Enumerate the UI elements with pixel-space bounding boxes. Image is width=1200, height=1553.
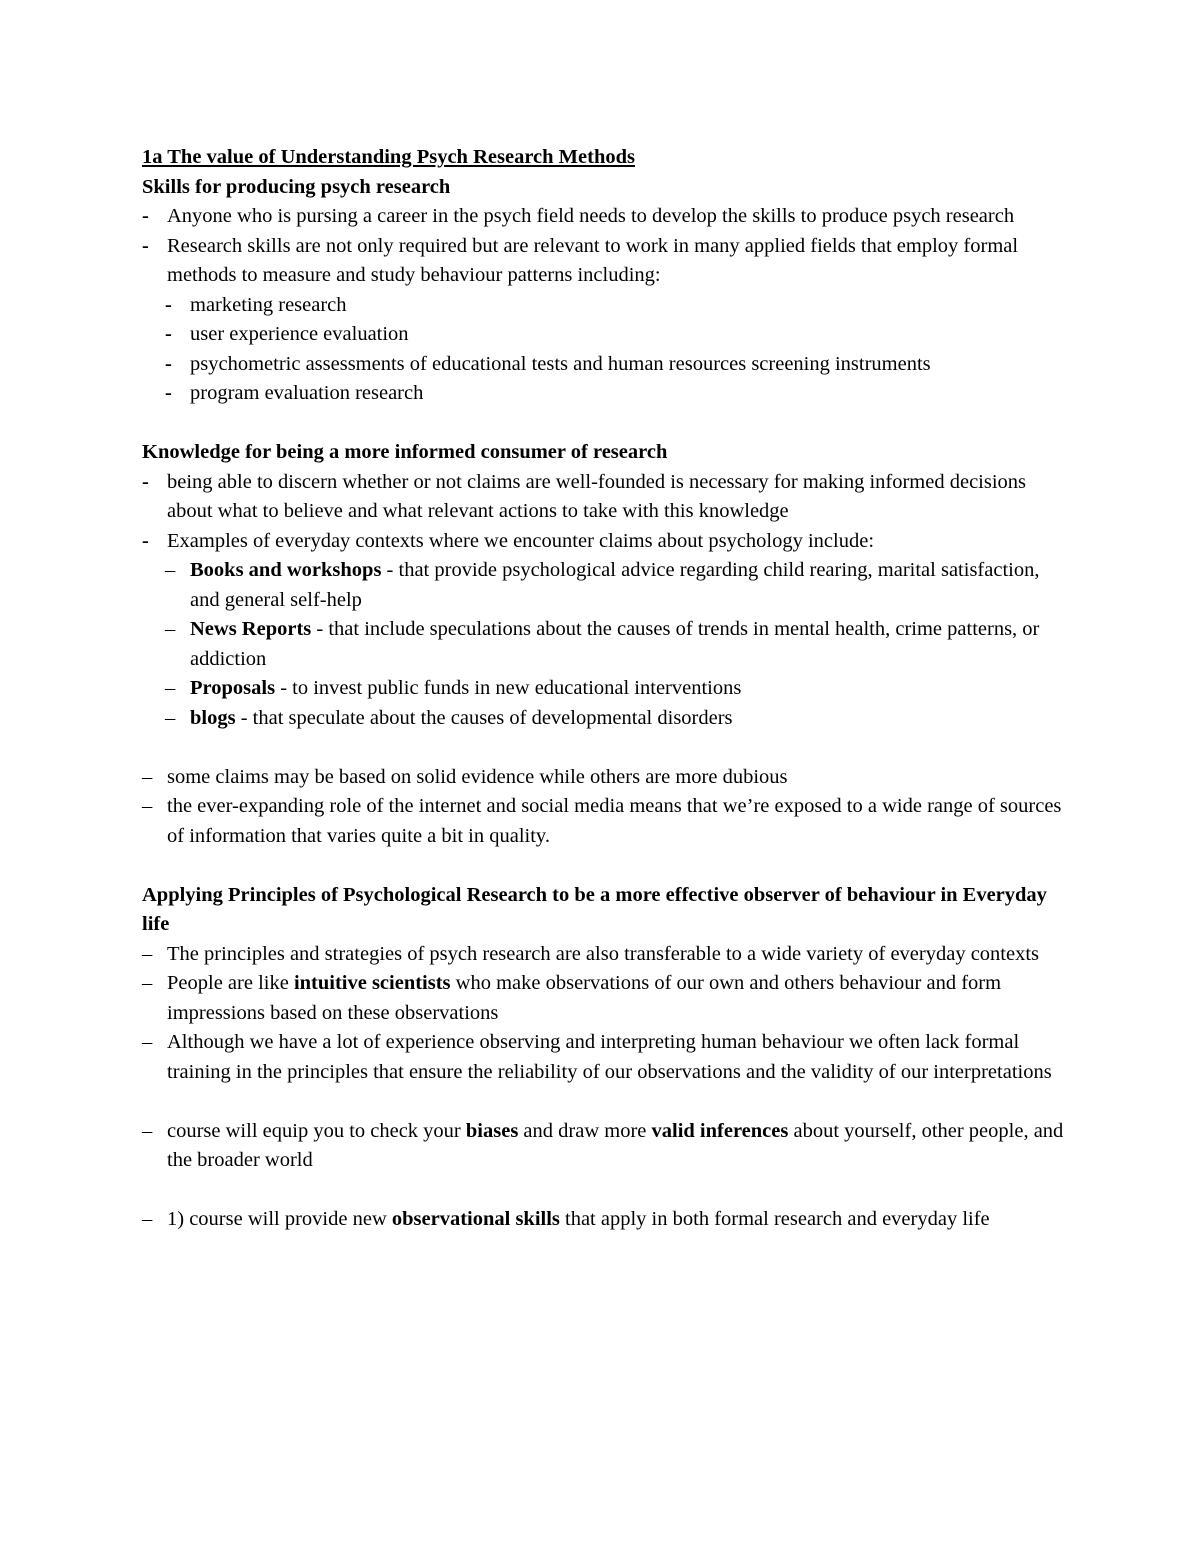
list-item [142, 969, 1072, 1028]
sub-list-item: - program evaluation research [142, 379, 1072, 409]
text-segment: and draw more [518, 1119, 652, 1142]
skills-list [142, 202, 1072, 409]
sub-list-item [142, 704, 1072, 734]
term: News Reports [190, 618, 312, 640]
section-heading-knowledge: Knowledge for being a more informed consumer of research [142, 441, 668, 463]
list-item: - Examples of everyday contexts where we encounter claims about psychology include: [142, 527, 1072, 557]
knowledge-list [142, 468, 1072, 734]
term-description: - that speculate about the causes of developmental disorders [235, 706, 733, 729]
text-segment: course will equip you to check your [167, 1119, 466, 1142]
page-title: 1a The value of Understanding Psych Research Methods [142, 146, 635, 168]
list-item: – the ever-expanding role of the internet and social media means that we’re exposed to a wide range of sources of information that varies quite a bit in quality. [142, 792, 1072, 851]
term: intuitive scientists [293, 972, 451, 994]
sub-list-item: - psychometric assessments of educational tests and human resources screening instruments [142, 350, 1072, 380]
knowledge-list-continued [142, 763, 1072, 852]
term: Proposals [190, 677, 276, 699]
sub-list-item [142, 556, 1072, 615]
term: Books and workshops [190, 559, 382, 581]
term-description: - that provide psychological advice regarding child rearing, marital satisfaction, and general self-help [190, 559, 1040, 611]
term: blogs [190, 706, 236, 729]
term-description: - to invest public funds in new educational interventions [275, 677, 742, 699]
section-heading-skills: Skills for producing psych research [142, 175, 451, 198]
text-segment: People are like [167, 972, 294, 994]
document-content [142, 143, 1072, 1235]
list-item: – Although we have a lot of experience observing and interpreting human behaviour we often lack formal training in the principles that ensure the reliability of our observations and the validity of our interpretations [142, 1028, 1072, 1087]
sub-list-item [142, 674, 1072, 704]
term: observational skills [391, 1208, 560, 1230]
sub-list-item: - user experience evaluation [142, 320, 1072, 350]
applying-list [142, 940, 1072, 1088]
section-heading-applying: Applying Principles of Psychological Research to be a more effective observer of behaviour in Everyday life [142, 883, 1047, 935]
sub-list-item: - marketing research [142, 291, 1072, 321]
applying-list-continued [142, 1117, 1072, 1176]
term: valid inferences [651, 1119, 789, 1142]
list-item: - Research skills are not only required but are relevant to work in many applied fields that employ formal methods to measure and study behaviour patterns including: [142, 232, 1072, 291]
list-item: - Anyone who is pursing a career in the psych field needs to develop the skills to produce psych research [142, 202, 1072, 232]
term: biases [465, 1119, 519, 1142]
text-segment: that apply in both formal research and everyday life [559, 1208, 990, 1230]
applying-list-final [142, 1205, 1072, 1235]
term-description: - that include speculations about the causes of trends in mental health, crime patterns, or addiction [190, 618, 1040, 670]
list-item [142, 1117, 1072, 1176]
text-segment: about yourself, other people, and the broader world [167, 1119, 1064, 1171]
list-item [142, 1205, 1072, 1235]
list-item: – The principles and strategies of psych research are also transferable to a wide variety of everyday contexts [142, 940, 1072, 970]
list-item: - being able to discern whether or not claims are well-founded is necessary for making informed decisions about what to believe and what relevant actions to take with this knowledge [142, 468, 1072, 527]
sub-list-item [142, 615, 1072, 674]
text-segment: who make observations of our own and others behaviour and form impressions based on these observations [167, 972, 1002, 1024]
list-item: – some claims may be based on solid evidence while others are more dubious [142, 763, 1072, 793]
text-segment: 1) course will provide new [167, 1208, 392, 1230]
